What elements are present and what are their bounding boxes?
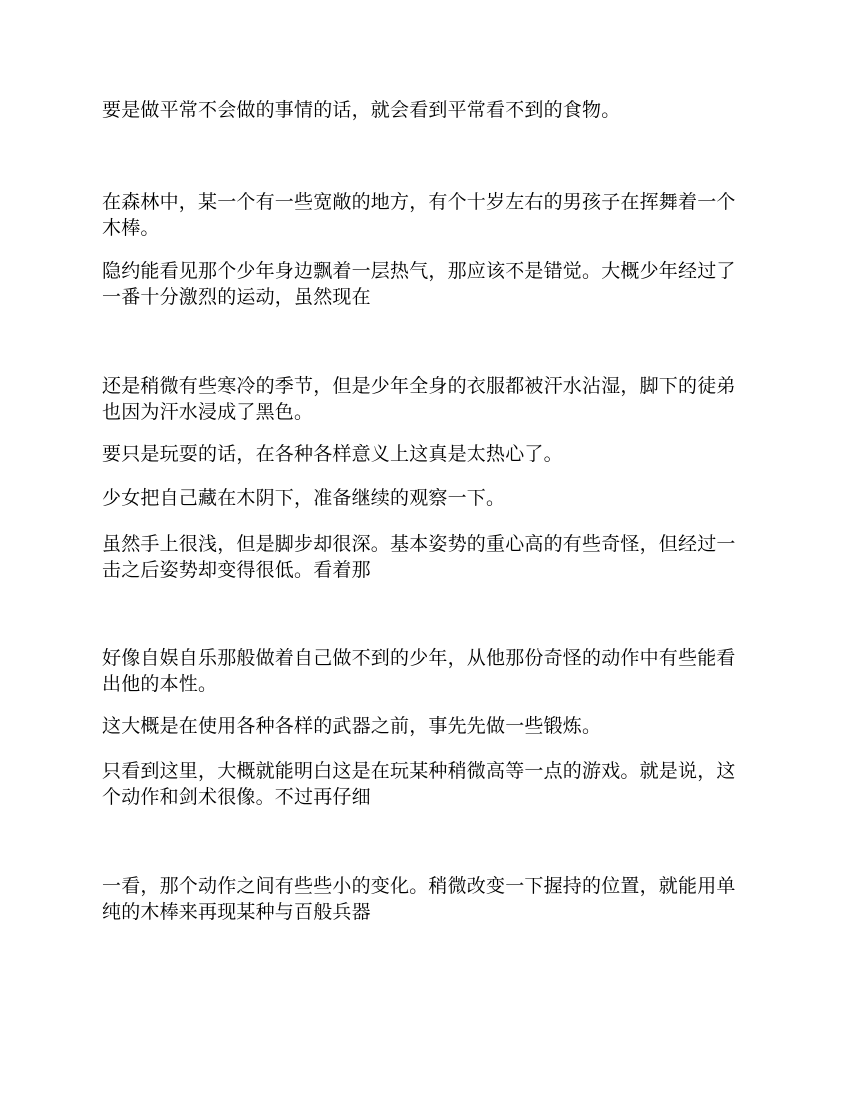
paragraph-3: 隐约能看见那个少年身边飘着一层热气，那应该不是错觉。大概少年经过了一番十分激烈的运动，虽然现在 xyxy=(102,260,736,308)
paragraph-8: 好像自娱自乐那般做着自己做不到的少年，从他那份奇怪的动作中有些能看出他的本性。 xyxy=(102,647,736,695)
paragraph-5: 要只是玩耍的话，在各种各样意义上这真是太热心了。 xyxy=(102,443,563,465)
paragraph-6: 少女把自己藏在木阴下，准备继续的观察一下。 xyxy=(102,487,506,509)
paragraph-10: 只看到这里，大概就能明白这是在玩某种稍微高等一点的游戏。就是说，这个动作和剑术很像。不过再仔细 xyxy=(102,760,736,808)
paragraph-4: 还是稍微有些寒冷的季节，但是少年全身的衣服都被汗水沾湿，脚下的徒弟也因为汗水浸成了黑色。 xyxy=(102,375,736,423)
paragraph-2: 在森林中，某一个有一些宽敞的地方，有个十岁左右的男孩子在挥舞着一个木棒。 xyxy=(102,191,736,239)
paragraph-11: 一看，那个动作之间有些些小的变化。稍微改变一下握持的位置，就能用单纯的木棒来再现某种与百般兵器 xyxy=(102,875,736,923)
paragraph-7: 虽然手上很浅，但是脚步却很深。基本姿势的重心高的有些奇怪，但经过一击之后姿势却变得很低。看着那 xyxy=(102,533,736,581)
paragraph-1: 要是做平常不会做的事情的话，就会看到平常看不到的食物。 xyxy=(102,99,621,121)
paragraph-9: 这大概是在使用各种各样的武器之前，事先先做一些锻炼。 xyxy=(102,715,602,737)
